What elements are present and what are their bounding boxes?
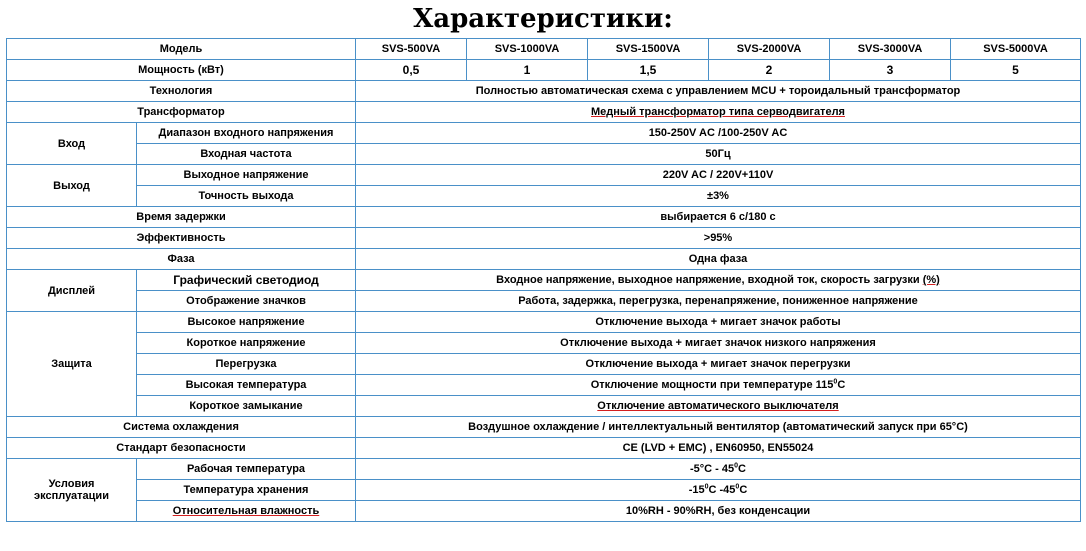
delay-label: Время задержки	[7, 207, 356, 228]
power-cell: 1,5	[588, 60, 709, 81]
display-led-suffix: (%)	[922, 274, 940, 286]
input-frequency-label: Входная частота	[137, 144, 356, 165]
table-row	[7, 165, 1081, 186]
table-row	[7, 291, 1081, 312]
degree-sup: 0	[704, 483, 709, 491]
table-row	[7, 270, 1081, 291]
table-row	[7, 375, 1081, 396]
protection-short-circuit-value	[356, 396, 1081, 417]
humidity-label	[137, 501, 356, 522]
input-frequency-value: 50Гц	[356, 144, 1081, 165]
table-row	[7, 333, 1081, 354]
degree-sup: 0	[833, 378, 838, 386]
input-voltage-label: Диапазон входного напряжения	[137, 123, 356, 144]
display-icons-label: Отображение значков	[137, 291, 356, 312]
model-cell: SVS-1000VA	[467, 39, 588, 60]
spec-table	[6, 38, 1081, 522]
operating-group-line2: эксплуатации	[34, 490, 109, 502]
storage-temp-text: -15	[688, 484, 705, 496]
input-voltage-value: 150-250V AC /100-250V AC	[356, 123, 1081, 144]
output-accuracy-value: ±3%	[356, 186, 1081, 207]
output-voltage-label: Выходное напряжение	[137, 165, 356, 186]
work-temp-label: Рабочая температура	[137, 459, 356, 480]
display-led-text: Входное напряжение, выходное напряжение, входной ток, скорость загрузки	[496, 274, 920, 286]
cooling-label: Система охлаждения	[7, 417, 356, 438]
transformer-value-text: Медный трансформатор типа серводвигателя	[591, 106, 845, 118]
efficiency-label: Эффективность	[7, 228, 356, 249]
table-row	[7, 396, 1081, 417]
efficiency-value: >95%	[356, 228, 1081, 249]
cooling-value: Воздушное охлаждение / интеллектуальный вентилятор (автоматический запуск при 65°C)	[356, 417, 1081, 438]
output-voltage-value: 220V AC / 220V+110V	[356, 165, 1081, 186]
protection-group-label: Защита	[7, 312, 137, 417]
work-temp-unit: C	[738, 463, 746, 475]
operating-group-label	[7, 459, 137, 522]
protection-short-circuit-label: Короткое замыкание	[137, 396, 356, 417]
display-group-label: Дисплей	[7, 270, 137, 312]
delay-value: выбирается 6 с/180 с	[356, 207, 1081, 228]
table-row	[7, 123, 1081, 144]
safety-label: Стандарт безопасности	[7, 438, 356, 459]
table-row	[7, 501, 1081, 522]
technology-label: Технология	[7, 81, 356, 102]
protection-low-voltage-label: Короткое напряжение	[137, 333, 356, 354]
output-group-label: Выход	[7, 165, 137, 207]
transformer-label: Трансформатор	[7, 102, 356, 123]
model-label: Модель	[7, 39, 356, 60]
display-led-label: Графический светодиод	[137, 270, 356, 291]
input-group-label: Вход	[7, 123, 137, 165]
protection-high-voltage-label: Высокое напряжение	[137, 312, 356, 333]
table-row	[7, 102, 1081, 123]
storage-temp-mid: C -45	[708, 484, 736, 496]
table-row	[7, 312, 1081, 333]
power-cell: 1	[467, 60, 588, 81]
table-row	[7, 186, 1081, 207]
storage-temp-value	[356, 480, 1081, 501]
model-cell: SVS-2000VA	[709, 39, 830, 60]
phase-value: Одна фаза	[356, 249, 1081, 270]
model-cell: SVS-5000VA	[951, 39, 1081, 60]
power-cell: 0,5	[356, 60, 467, 81]
model-cell: SVS-3000VA	[830, 39, 951, 60]
table-row	[7, 207, 1081, 228]
power-cell: 3	[830, 60, 951, 81]
table-row	[7, 480, 1081, 501]
table-row	[7, 60, 1081, 81]
table-row	[7, 249, 1081, 270]
protection-high-voltage-value: Отключение выхода + мигает значок работы	[356, 312, 1081, 333]
table-row	[7, 144, 1081, 165]
protection-overload-label: Перегрузка	[137, 354, 356, 375]
degree-sup: 0	[735, 483, 740, 491]
table-row	[7, 81, 1081, 102]
work-temp-text: -5°C - 45	[690, 463, 735, 475]
model-cell: SVS-1500VA	[588, 39, 709, 60]
protection-high-temp-label: Высокая температура	[137, 375, 356, 396]
phase-label: Фаза	[7, 249, 356, 270]
transformer-value	[356, 102, 1081, 123]
high-temp-text: Отключение мощности при температуре 115	[590, 379, 834, 391]
short-circuit-text: Отключение автоматического выключателя	[597, 400, 839, 412]
output-accuracy-label: Точность выхода	[137, 186, 356, 207]
table-row	[7, 354, 1081, 375]
humidity-value: 10%RH - 90%RH, без конденсации	[356, 501, 1081, 522]
display-led-value	[356, 270, 1081, 291]
safety-value: CE (LVD + EMC) , EN60950, EN55024	[356, 438, 1081, 459]
power-cell: 5	[951, 60, 1081, 81]
model-cell: SVS-500VA	[356, 39, 467, 60]
protection-overload-value: Отключение выхода + мигает значок перегрузки	[356, 354, 1081, 375]
display-icons-value: Работа, задержка, перегрузка, перенапряжение, пониженное напряжение	[356, 291, 1081, 312]
table-row	[7, 228, 1081, 249]
table-row	[7, 39, 1081, 60]
storage-temp-label: Температура хранения	[137, 480, 356, 501]
page-title: Характеристики:	[413, 4, 673, 34]
power-cell: 2	[709, 60, 830, 81]
technology-value: Полностью автоматическая схема с управлением MCU + тороидальный трансформатор	[356, 81, 1081, 102]
table-row	[7, 438, 1081, 459]
table-row	[7, 417, 1081, 438]
protection-low-voltage-value: Отключение выхода + мигает значок низкого напряжения	[356, 333, 1081, 354]
high-temp-unit: C	[837, 379, 846, 391]
operating-group-line1: Условия	[48, 478, 95, 490]
power-label: Мощность (кВт)	[7, 60, 356, 81]
table-row	[7, 459, 1081, 480]
protection-high-temp-value	[356, 375, 1081, 396]
work-temp-value	[356, 459, 1081, 480]
humidity-label-text: Относительная влажность	[172, 505, 320, 517]
storage-temp-unit: C	[739, 484, 748, 496]
degree-sup: 0	[734, 462, 739, 470]
